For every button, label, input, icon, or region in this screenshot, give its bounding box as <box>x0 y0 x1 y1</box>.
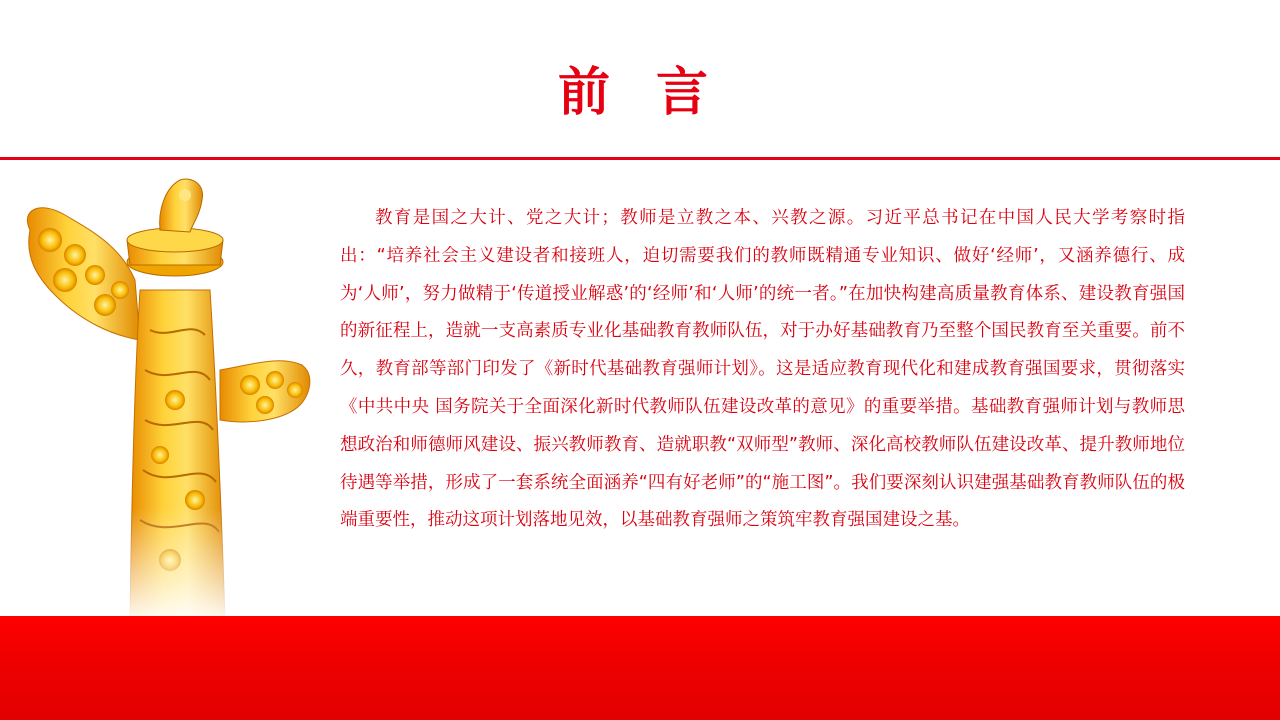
huabiao-column-icon <box>10 170 330 620</box>
title-divider-line <box>0 157 1280 160</box>
page-title: 前 言 <box>557 63 723 123</box>
bottom-red-band <box>0 616 1280 720</box>
preface-paragraph: 教育是国之大计、党之大计；教师是立教之本、兴教之源。习近平总书记在中国人民大学考察时指出：“培养社会主义建设者和接班人，迫切需要我们的教师既精通专业知识、做好‘经师’，又涵养德行、成为‘人师’，努力做精于‘传道授业解惑’的‘经师’和‘人师’的统一者。”在加快构建高质量教育体系、建设教育强国的新征程上，造就一支高素质专业化基础教育教师队伍，对于办好基础教育乃至整个国民教育至关重要。前不久，教育部等部门印发了《新时代基础教育强师计划》。这是适应教育现代化和建成教育强国要求，贯彻落实《中共中央 国务院关于全面深化新时代教师队伍建设改革的意见》的重要举措。基础教育强师计划与教师思想政治和师德师风建设、振兴教师教育、造就职教“双师型”教师、深化高校教师队伍建设改革、提升教师地位待遇等举措，形成了一套系统全面涵养“四有好老师”的“施工图”。我们要深刻认识建强基础教育教师队伍的极端重要性，推动这项计划落地见效，以基础教育强师之策筑牢教育强国建设之基。 <box>340 208 1185 531</box>
